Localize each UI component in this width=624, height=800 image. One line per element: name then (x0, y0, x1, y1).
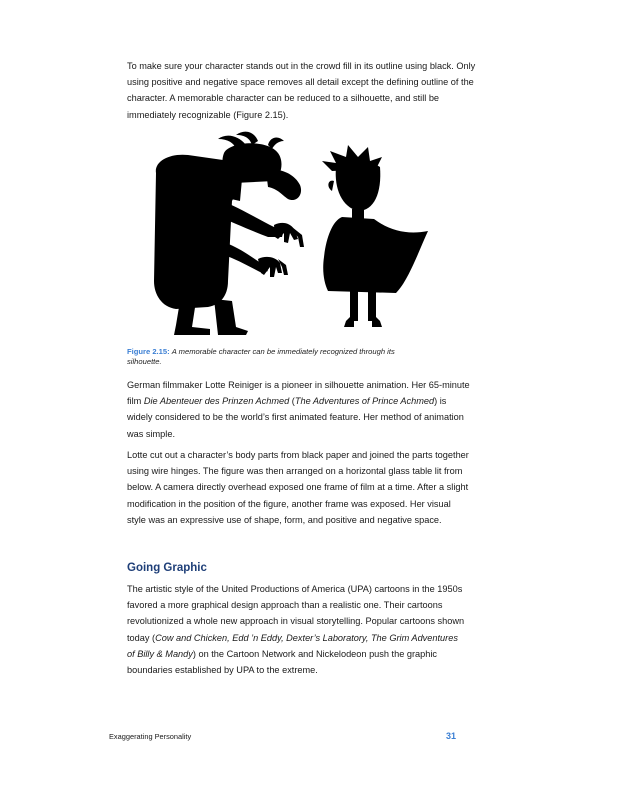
figure-label: Figure 2.15: (127, 347, 170, 356)
figure-caption-text: A memorable character can be immediately recognized through its silhouette. (127, 347, 395, 366)
film-title-english: The Adventures of Prince Achmed (294, 396, 435, 407)
text-run: ( (289, 396, 295, 407)
lotte-paragraph: Lotte cut out a character’s body parts from black paper and joined the parts together using wire hinges. The figure was then arranged on a horizontal glass table lit from below. A camera directly overhead exposed one frame of film at a time. After a slight modification in the position of the figure, another frame was exposed. Her visual style was an expressive use of shape, form, and positive and negative space. (127, 450, 469, 525)
section-heading: Going Graphic (127, 562, 207, 574)
hero-silhouette (322, 145, 428, 327)
page-number: 31 (446, 731, 457, 741)
silhouette-illustration (118, 131, 472, 335)
cartoon-titles: Cow and Chicken, Edd ’n Eddy, Dexter’s Laboratory, The Grim Adventures of Billy & Mandy (127, 632, 458, 659)
intro-paragraph: To make sure your character stands out in the crowd fill in its outline using black. Only using positive and negative space removes all detail except the defining outline of the character. A memorable character can be reduced to a silhouette, and still be immediately recognizable (Figure 2.15). (127, 61, 476, 120)
text-run: ) on the Cartoon Network and Nickelodeon push the graphic boundaries established by UPA to the extreme. (127, 648, 437, 676)
reiniger-paragraph (127, 377, 472, 442)
figure-silhouettes (118, 131, 472, 335)
film-title-german: Die Abenteuer des Prinzen Achmed (143, 396, 290, 407)
figure-caption (127, 347, 417, 367)
text-run: German filmmaker Lotte Reiniger is a pioneer in silhouette animation. Her 65-minute film (127, 380, 470, 407)
running-footer-chapter: Exaggerating Personality (109, 732, 192, 741)
monster-silhouette (154, 132, 304, 335)
text-run: The artistic style of the United Productions of America (UPA) cartoons in the 1950s favored a more graphical design approach than a realistic one. Their cartoons revolutionized a whole new approach in visual storytelling. Popular cartoons shown today ( (127, 584, 465, 643)
upa-paragraph (127, 581, 467, 678)
text-run: ) is widely considered to be the world’s first animated feature. Her method of animation was simple. (127, 396, 464, 439)
